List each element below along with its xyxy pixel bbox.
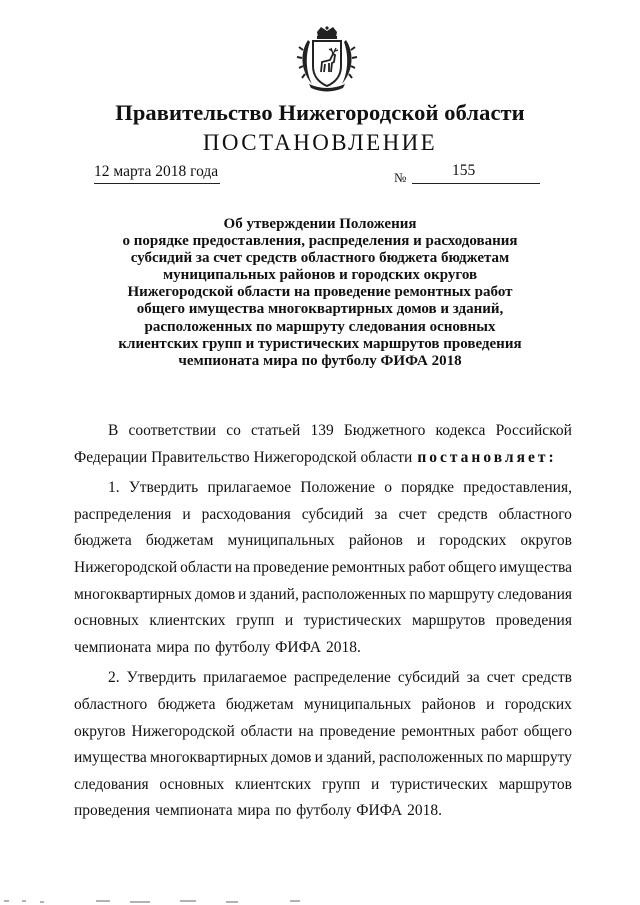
word: по xyxy=(194,638,211,656)
word: округов xyxy=(520,532,572,550)
item-1-paragraph xyxy=(74,475,572,661)
paragraph-line xyxy=(74,502,572,529)
document-subject xyxy=(100,216,540,370)
subject-line: расположенных по маршруту следования основных xyxy=(144,318,496,335)
paragraph-line xyxy=(74,418,572,445)
word: области xyxy=(180,558,232,576)
word: проведения xyxy=(495,612,572,630)
paragraph-line xyxy=(74,745,572,772)
scan-artifacts xyxy=(0,896,640,905)
paragraph-line xyxy=(74,798,572,825)
word: средств xyxy=(521,669,572,687)
word: предоставления, xyxy=(463,479,572,497)
document-type: ПОСТАНОВЛЕНИЕ xyxy=(202,130,438,155)
word: и xyxy=(486,695,495,713)
word: области xyxy=(240,722,293,740)
paragraph-line xyxy=(74,692,572,719)
word: работ xyxy=(481,722,518,740)
word: счет xyxy=(486,669,515,687)
word: маршрутов xyxy=(498,775,572,793)
word: футболу xyxy=(296,802,352,820)
word: Нижегородской xyxy=(74,558,178,576)
word: бюджетам xyxy=(225,695,294,713)
word: средств xyxy=(437,505,488,523)
word: общего xyxy=(523,722,572,740)
word: проведение xyxy=(252,558,329,576)
subject-line: клиентских групп и туристических маршрутов проведения xyxy=(118,335,522,352)
subject-line: общего имущества многоквартирных домов и зданий, xyxy=(136,301,504,318)
word: Бюджетного xyxy=(343,422,426,439)
word: ФИФА xyxy=(275,638,322,656)
word: многоквартирных xyxy=(149,749,268,767)
word: расходования xyxy=(201,505,291,523)
decree-word: постановляет: xyxy=(417,448,557,466)
word: и xyxy=(371,775,380,793)
intro-paragraph xyxy=(74,418,572,471)
word: прилагаемое xyxy=(203,669,287,687)
word: В xyxy=(108,422,119,439)
word: со xyxy=(226,422,241,439)
word: областного xyxy=(498,505,572,523)
paragraph-line xyxy=(74,719,572,746)
word: домов xyxy=(194,585,236,603)
word: туристических xyxy=(390,775,488,793)
word: статьей xyxy=(251,422,301,439)
word: распределения xyxy=(74,505,172,523)
word: 2018. xyxy=(326,638,361,656)
word: и xyxy=(284,612,294,630)
word: футболу xyxy=(215,638,271,656)
word: по xyxy=(486,749,503,767)
word: и xyxy=(238,585,247,603)
date-underline xyxy=(94,183,220,184)
document-body xyxy=(74,418,572,825)
word: областного xyxy=(74,695,148,713)
subject-line: Нижегородской области на проведение ремонтных работ xyxy=(127,284,513,301)
word: округов xyxy=(74,722,126,740)
word: Утвердить xyxy=(126,669,197,687)
word: зданий, xyxy=(249,585,299,603)
word: ремонтных xyxy=(401,722,476,740)
word: маршруту xyxy=(506,749,572,767)
word: бюджетам xyxy=(145,532,214,550)
word: чемпионата xyxy=(155,802,233,820)
word: счет xyxy=(398,505,427,523)
word: зданий, xyxy=(326,749,376,767)
paragraph-line xyxy=(74,665,572,692)
word: бюджета xyxy=(74,532,132,550)
word: маршруту xyxy=(428,585,495,603)
subject-line: Об утверждении Положения xyxy=(223,216,417,232)
word: и xyxy=(182,505,191,523)
intro-text: Федерации Правительство Нижегородской области xyxy=(74,448,413,466)
paragraph-line xyxy=(74,772,572,799)
word: кодекса xyxy=(435,422,486,439)
word: основных xyxy=(159,775,225,793)
word: 139 xyxy=(310,422,334,439)
word: групп xyxy=(236,612,275,630)
word: муниципальных xyxy=(303,695,412,713)
paragraph-line xyxy=(74,445,572,472)
word: по xyxy=(275,802,292,820)
word: субсидий xyxy=(397,669,460,687)
word: основных xyxy=(74,612,139,630)
word: следования xyxy=(497,585,572,603)
word: прилагаемое xyxy=(207,479,292,497)
word: следования xyxy=(74,775,149,793)
word: районов xyxy=(421,695,476,713)
word: Положение xyxy=(300,479,376,497)
word: и xyxy=(416,532,426,550)
word: работ xyxy=(408,558,446,576)
paragraph-line xyxy=(74,528,572,555)
word: расположенных xyxy=(301,585,407,603)
word: многоквартирных xyxy=(74,585,192,603)
word: на xyxy=(298,722,314,740)
word: клиентских xyxy=(235,775,312,793)
word: о xyxy=(384,479,392,497)
word: 1. xyxy=(108,479,120,497)
word: проведения xyxy=(74,802,151,820)
word: городских xyxy=(504,695,572,713)
word: за xyxy=(466,669,480,687)
word: имущества xyxy=(499,558,572,576)
item-2-paragraph xyxy=(74,665,572,825)
word: порядке xyxy=(401,479,454,497)
word: расположенных xyxy=(378,749,484,767)
paragraph-line xyxy=(74,608,572,635)
word: мира xyxy=(237,802,271,820)
word: за xyxy=(374,505,388,523)
word: по xyxy=(409,585,426,603)
word: на xyxy=(234,558,251,576)
word: субсидий xyxy=(301,505,364,523)
word: распределение xyxy=(293,669,391,687)
word: 2. xyxy=(108,669,120,687)
government-name: Правительство Нижегородской области xyxy=(115,100,525,125)
word: муниципальных xyxy=(227,532,335,550)
paragraph-line xyxy=(74,582,572,609)
subject-line: о порядке предоставления, распределения и расходования xyxy=(122,233,518,250)
word: маршрутов xyxy=(412,612,486,630)
word: Нижегородской xyxy=(131,722,235,740)
word: клиентских xyxy=(149,612,226,630)
subject-line: субсидий за счет средств областного бюджета бюджетам xyxy=(130,250,510,267)
word: мира xyxy=(156,638,190,656)
document-number: 155 xyxy=(452,162,476,179)
word: ремонтных xyxy=(331,558,406,576)
word: и xyxy=(314,749,323,767)
word: групп xyxy=(321,775,361,793)
number-label: № xyxy=(394,170,407,185)
word: соответствии xyxy=(128,422,217,439)
word: Российской xyxy=(495,422,572,439)
coat-of-arms-icon xyxy=(296,26,358,92)
subject-line: чемпионата мира по футболу ФИФА 2018 xyxy=(178,352,462,369)
paragraph-line xyxy=(74,555,572,582)
word: домов xyxy=(271,749,312,767)
subject-line: муниципальных районов и городских округов xyxy=(162,267,478,284)
number-underline xyxy=(412,183,540,184)
word: районов xyxy=(348,532,403,550)
word: чемпионата xyxy=(74,638,152,656)
word: туристических xyxy=(303,612,402,630)
word: 2018. xyxy=(407,802,443,820)
word: имущества xyxy=(74,749,147,767)
paragraph-line xyxy=(74,635,572,662)
document-date: 12 марта 2018 года xyxy=(94,163,219,180)
paragraph-line xyxy=(74,475,572,502)
word: бюджета xyxy=(157,695,216,713)
word: городских xyxy=(439,532,507,550)
word: Утвердить xyxy=(128,479,199,497)
word: общего xyxy=(448,558,497,576)
word: ФИФА xyxy=(356,802,403,820)
word: проведение xyxy=(319,722,396,740)
